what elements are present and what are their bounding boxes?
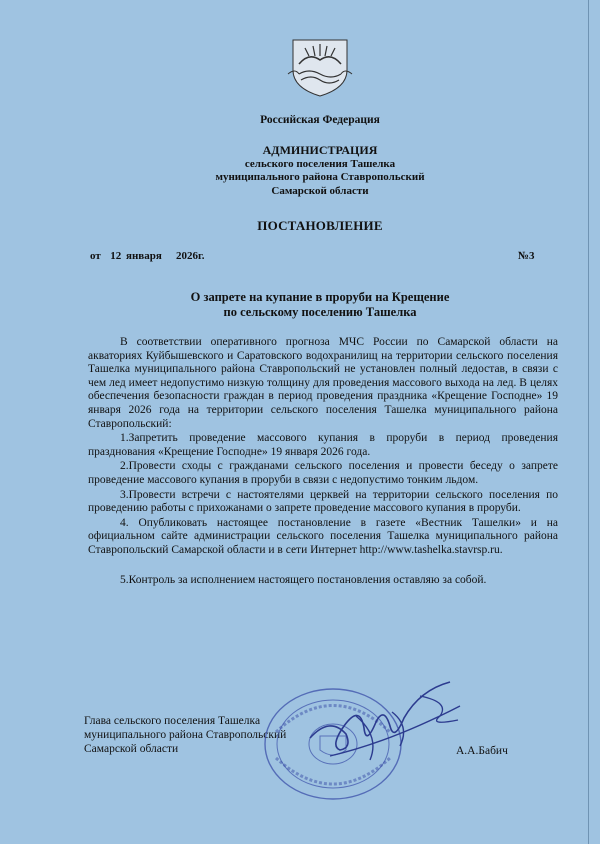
document-date: от 12 января 2026г. <box>90 250 205 262</box>
document-body <box>88 336 558 587</box>
item-3: 3.Провести встречи с настоятелями церквей на территории сельского поселения по проведению работы с прихожанами о запрете проведение массового купания в проруби. <box>88 488 558 515</box>
subject-line: О запрете на купание в проруби на Крещение <box>190 290 450 304</box>
position-line: Глава сельского поселения Ташелка <box>84 715 261 727</box>
admin-line: муниципального района Ставропольский <box>215 171 425 183</box>
federation-heading: Российская Федерация <box>260 114 380 126</box>
item-2: 2.Провести сходы с гражданами сельского поселения и провести беседу о запрете проведение массового купания в проруби в связи с недопустимо тонким льдом. <box>88 460 558 486</box>
handwritten-signature <box>300 676 470 776</box>
item-1: 1.Запретить проведение массового купания в проруби в период проведения празднования «Крещение Господне» 19 января 2026 года. <box>88 432 558 458</box>
coat-of-arms-icon <box>285 34 355 98</box>
administration-heading <box>0 144 600 198</box>
item-5: 5.Контроль за исполнением настоящего постановления оставляю за собой. <box>120 573 487 586</box>
signatory-name: А.А.Бабич <box>456 745 508 757</box>
intro-paragraph: В соответствии оперативного прогноза МЧС России по Самарской области на акваториях Куйбышевского и Саратовского водохранилищ на территории сельского поселения Ташелка муниципального района Ставропольский не установлен полный ледостав, в связи с чем лед имеет недопустимо низкую толщину для проведения массового выхода на лед. В целях обеспечения безопасности граждан в период проведения праздника «Крещение Господне» 19 января 2026 года на территории сельского поселения Ташелка муниципального района Ставропольский: <box>88 336 558 430</box>
subject-line: по сельскому поселению Ташелка <box>223 305 417 319</box>
item-4: 4. Опубликовать настоящее постановление в газете «Вестник Ташелки» и на официальном сайте администрации сельского поселения Ташелка муниципального района Ставропольский Самарской области и в сети Интернет http://www.tashelka.stavrsp.ru. <box>88 516 558 556</box>
document-subject <box>0 290 600 320</box>
position-line: муниципального района Ставропольский <box>84 729 287 741</box>
position-line: Самарской области <box>84 743 179 755</box>
document-type: ПОСТАНОВЛЕНИЕ <box>257 218 383 233</box>
admin-line: сельского поселения Ташелка <box>244 157 396 170</box>
signatory-position <box>84 714 286 756</box>
admin-line: Самарской области <box>271 184 369 197</box>
document-number: №3 <box>518 250 535 262</box>
admin-line: АДМИНИСТРАЦИЯ <box>262 143 378 157</box>
